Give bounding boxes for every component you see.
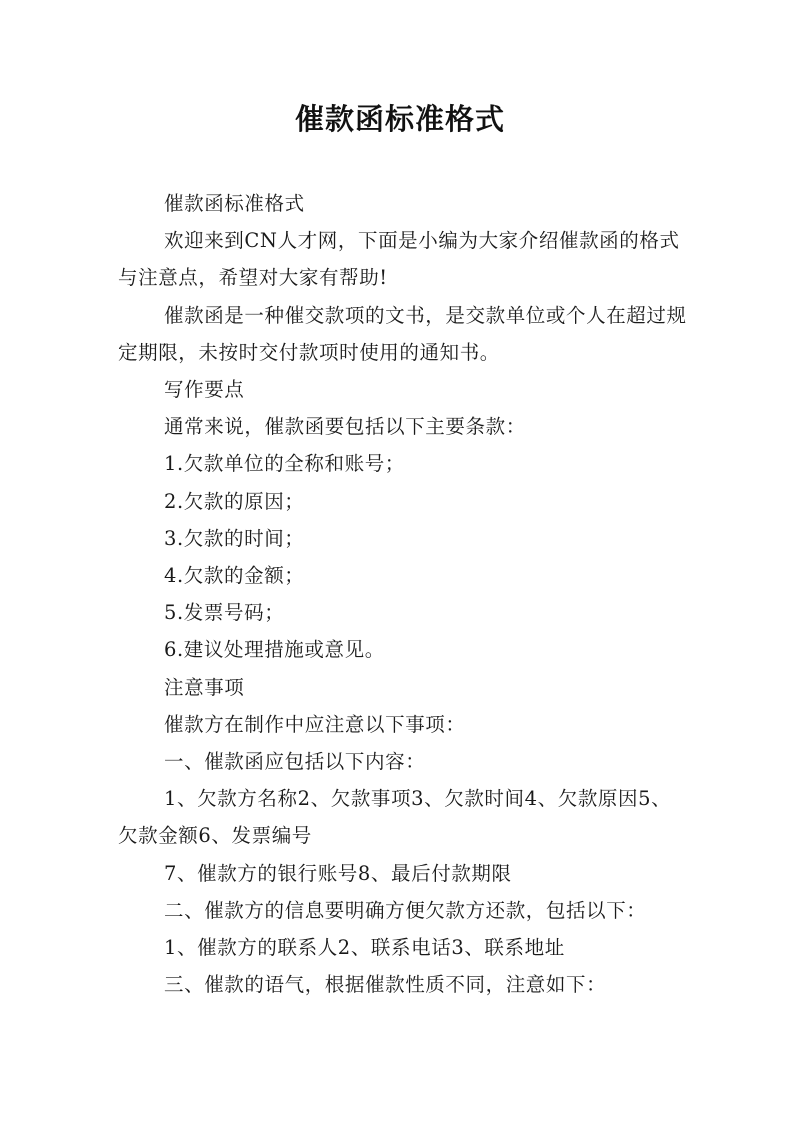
list-item: 1.欠款单位的全称和账号； xyxy=(164,452,405,476)
document-body xyxy=(118,185,688,1003)
paragraph-main-clauses: 通常来说，催款函要包括以下主要条款： xyxy=(164,415,526,439)
list-item: 5.发票号码； xyxy=(164,601,285,625)
paragraph-definition: 催款函是一种催交款项的文书，是交款单位或个人在超过规定期限，未按时交付款项时使用的通知书。 xyxy=(118,303,687,364)
paragraph-content-list: 1、欠款方名称2、欠款事项3、欠款时间4、欠款原因5、欠款金额6、发票编号 xyxy=(118,787,672,848)
section-heading-notes: 注意事项 xyxy=(164,675,245,699)
paragraph-intro: 欢迎来到CN人才网，下面是小编为大家介绍催款函的格式与注意点，希望对大家有帮助! xyxy=(118,229,680,290)
list-item: 2.欠款的原因； xyxy=(164,489,305,513)
page-title: 催款函标准格式 xyxy=(294,102,505,136)
paragraph-notes-item-2: 二、催款方的信息要明确方便欠款方还款，包括以下： xyxy=(164,898,647,922)
paragraph-notes-intro: 催款方在制作中应注意以下事项： xyxy=(164,712,466,736)
paragraph-notes-item-3: 三、催款的语气，根据催款性质不同，注意如下： xyxy=(164,973,607,997)
list-item: 3.欠款的时间； xyxy=(164,526,305,550)
paragraph-content-list-cont: 7、催款方的银行账号8、最后付款期限 xyxy=(164,861,512,885)
paragraph-heading: 催款函标准格式 xyxy=(164,192,305,215)
section-heading-writing-points: 写作要点 xyxy=(164,378,245,402)
paragraph-contact-list: 1、催款方的联系人2、联系电话3、联系地址 xyxy=(164,936,565,960)
paragraph-notes-item-1: 一、催款函应包括以下内容： xyxy=(164,750,426,774)
list-item: 6.建议处理措施或意见。 xyxy=(164,638,385,662)
list-item: 4.欠款的金额； xyxy=(164,564,305,588)
